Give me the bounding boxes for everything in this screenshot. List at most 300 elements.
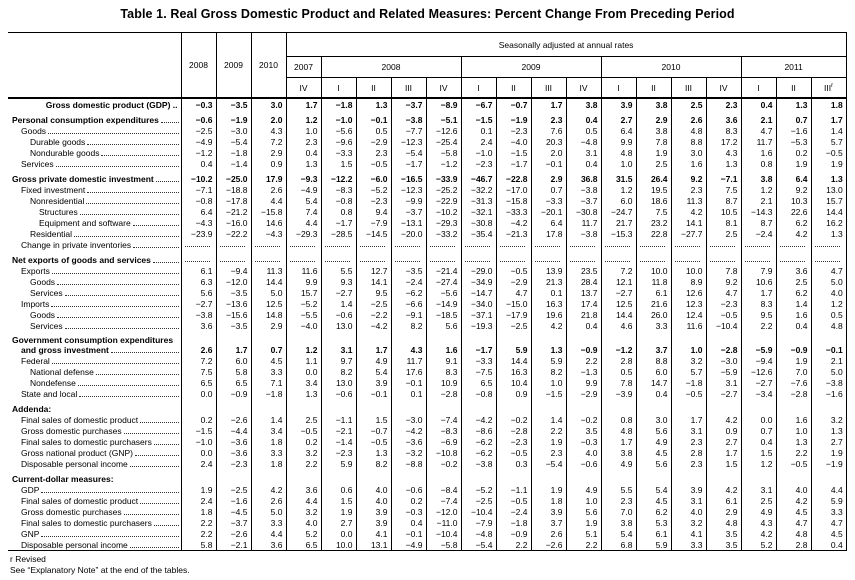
- value-cell: 1.9: [811, 447, 846, 458]
- value-cell: 5.0: [811, 276, 846, 287]
- value-cell: −12.0: [216, 276, 251, 287]
- value-cell: 4.5: [636, 447, 671, 458]
- value-cell: 1.8: [531, 495, 566, 506]
- dotted-placeholder: [640, 245, 665, 247]
- value-cell: 7.5: [706, 184, 741, 195]
- row-label: [8, 255, 181, 265]
- value-cell: −2.7: [741, 377, 776, 388]
- value-cell: −27.7: [671, 228, 706, 239]
- value-cell: 17.8: [531, 228, 566, 239]
- value-cell: [671, 399, 706, 414]
- value-cell: −1.7: [321, 217, 356, 228]
- value-cell: 2.3: [531, 447, 566, 458]
- table-row: [8, 377, 846, 388]
- row-label-text: Durable goods: [30, 137, 86, 147]
- value-cell: −2.5: [461, 495, 496, 506]
- value-cell: [566, 250, 601, 265]
- value-cell: 2.7: [706, 436, 741, 447]
- value-cell: 12.3: [671, 298, 706, 309]
- value-cell: 1.3: [531, 331, 566, 355]
- row-label-text: Imports: [21, 299, 50, 309]
- row-label-cell: [8, 287, 181, 298]
- value-cell: 2.8: [776, 539, 811, 551]
- value-cell: 2.3: [706, 98, 741, 110]
- value-cell: 0.5: [601, 366, 636, 377]
- value-cell: 21.7: [601, 217, 636, 228]
- value-cell: −4.3: [181, 217, 216, 228]
- value-cell: −3.4: [741, 388, 776, 399]
- row-label-text: Services: [30, 288, 63, 298]
- value-cell: 7.1: [251, 377, 286, 388]
- value-cell: −0.5: [286, 425, 321, 436]
- value-cell: −7.1: [706, 169, 741, 184]
- value-cell: 5.4: [286, 195, 321, 206]
- value-cell: 4.5: [251, 355, 286, 366]
- value-cell: −1.7: [391, 158, 426, 169]
- value-cell: −7.9: [356, 217, 391, 228]
- value-cell: [566, 469, 601, 484]
- value-cell: 4.6: [601, 320, 636, 331]
- value-cell: [391, 239, 426, 250]
- value-cell: 6.2: [636, 506, 671, 517]
- value-cell: −12.0: [426, 506, 461, 517]
- dotted-placeholder: [570, 245, 595, 247]
- row-label: [8, 496, 181, 506]
- dotted-placeholder: [570, 260, 595, 262]
- value-cell: 2.3: [531, 110, 566, 125]
- value-cell: 26.4: [636, 169, 671, 184]
- value-cell: −7.5: [461, 366, 496, 377]
- dot-leader: [101, 154, 178, 156]
- value-cell: 2.0: [531, 147, 566, 158]
- dot-leader: [87, 191, 178, 193]
- gdp-table: [8, 32, 847, 551]
- row-label-text: Fixed investment: [21, 185, 86, 195]
- value-cell: 36.8: [566, 169, 601, 184]
- value-cell: −1.5: [181, 425, 216, 436]
- dot-leader: [41, 491, 178, 493]
- value-cell: 6.1: [636, 287, 671, 298]
- value-cell: −0.6: [391, 484, 426, 495]
- value-cell: 2.3: [671, 436, 706, 447]
- value-cell: 4.1: [356, 528, 391, 539]
- value-cell: [671, 250, 706, 265]
- value-cell: 4.0: [286, 517, 321, 528]
- value-cell: 5.6: [426, 320, 461, 331]
- value-cell: 5.4: [636, 484, 671, 495]
- value-cell: −8.6: [461, 425, 496, 436]
- value-cell: −3.5: [216, 320, 251, 331]
- quarter-header: I: [601, 78, 636, 99]
- value-cell: 5.9: [811, 495, 846, 506]
- value-cell: −4.9: [391, 539, 426, 551]
- value-cell: 1.9: [811, 158, 846, 169]
- value-cell: −4.2: [356, 320, 391, 331]
- value-cell: 4.3: [391, 331, 426, 355]
- row-label-text: State and local: [21, 389, 78, 399]
- value-cell: −12.3: [391, 184, 426, 195]
- stub-header: [8, 33, 181, 99]
- row-label: [8, 485, 181, 495]
- row-label-cell: [8, 320, 181, 331]
- value-cell: −0.3: [566, 436, 601, 447]
- value-cell: 6.1: [181, 265, 216, 276]
- value-cell: 7.5: [636, 206, 671, 217]
- dot-leader: [130, 546, 179, 548]
- value-cell: 6.0: [601, 195, 636, 206]
- value-cell: 5.9: [636, 539, 671, 551]
- value-cell: 14.4: [811, 206, 846, 217]
- value-cell: −1.1: [321, 414, 356, 425]
- value-cell: −0.5: [496, 265, 531, 276]
- value-cell: [321, 399, 356, 414]
- value-cell: −2.5: [496, 320, 531, 331]
- value-cell: [811, 399, 846, 414]
- value-cell: −0.5: [671, 388, 706, 399]
- value-cell: 5.2: [741, 539, 776, 551]
- value-cell: 4.2: [706, 484, 741, 495]
- value-cell: 0.0: [181, 447, 216, 458]
- table-row: [8, 125, 846, 136]
- row-label: Government consumption expenditures: [12, 335, 174, 345]
- value-cell: 3.8: [636, 98, 671, 110]
- value-cell: −4.8: [461, 528, 496, 539]
- value-cell: 0.0: [321, 528, 356, 539]
- value-cell: 2.7: [321, 517, 356, 528]
- value-cell: [706, 469, 741, 484]
- value-cell: 2.2: [181, 517, 216, 528]
- value-cell: [671, 239, 706, 250]
- value-cell: −6.0: [356, 169, 391, 184]
- value-cell: 3.2: [671, 355, 706, 366]
- value-cell: −3.0: [706, 355, 741, 366]
- value-cell: 3.0: [636, 414, 671, 425]
- value-cell: 5.8: [181, 539, 216, 551]
- quarter-header: IV: [566, 78, 601, 99]
- value-cell: 6.1: [706, 495, 741, 506]
- value-cell: 14.4: [251, 276, 286, 287]
- value-cell: −7.6: [776, 377, 811, 388]
- value-cell: 0.4: [566, 158, 601, 169]
- row-label-cell: [8, 469, 181, 484]
- dot-leader: [79, 395, 178, 397]
- value-cell: −1.7: [496, 158, 531, 169]
- value-cell: 3.6: [251, 539, 286, 551]
- value-cell: 8.3: [426, 366, 461, 377]
- value-cell: −0.5: [776, 458, 811, 469]
- value-cell: 4.4: [286, 217, 321, 228]
- row-label-cell: [8, 399, 181, 414]
- table-title: Table 1. Real Gross Domestic Product and Related Measures: Percent Change From Preceding Period: [120, 7, 735, 21]
- row-label: [8, 518, 181, 528]
- value-cell: 6.0: [216, 355, 251, 366]
- row-label: [8, 266, 181, 276]
- row-label-cell: [8, 377, 181, 388]
- value-cell: 6.5: [181, 377, 216, 388]
- value-cell: [811, 239, 846, 250]
- value-cell: −17.0: [496, 184, 531, 195]
- value-cell: 4.1: [671, 528, 706, 539]
- value-cell: 12.5: [601, 298, 636, 309]
- row-label: [8, 159, 181, 169]
- value-cell: [461, 239, 496, 250]
- annual-col-header: 2010: [251, 33, 286, 99]
- row-label-cell: [8, 388, 181, 399]
- value-cell: −4.5: [216, 506, 251, 517]
- value-cell: −14.7: [461, 287, 496, 298]
- row-label-text: Final sales of domestic product: [21, 496, 139, 506]
- value-cell: 2.3: [671, 458, 706, 469]
- value-cell: 2.2: [181, 528, 216, 539]
- row-label-cell: [8, 506, 181, 517]
- dot-leader: [80, 213, 179, 215]
- value-cell: −0.7: [356, 425, 391, 436]
- value-cell: 3.9: [356, 377, 391, 388]
- table-row: [8, 469, 846, 484]
- year-group-header: 2009: [461, 57, 601, 78]
- value-cell: −3.8: [811, 377, 846, 388]
- value-cell: −2.3: [496, 436, 531, 447]
- value-cell: −12.2: [321, 169, 356, 184]
- value-cell: [671, 469, 706, 484]
- row-label: [8, 540, 181, 550]
- value-cell: [776, 469, 811, 484]
- table-row: [8, 355, 846, 366]
- value-cell: 4.3: [251, 125, 286, 136]
- row-label-text: Nondefense: [30, 378, 76, 388]
- year-group-header: 2007: [286, 57, 321, 78]
- value-cell: −7.1: [181, 184, 216, 195]
- value-cell: −5.2: [356, 184, 391, 195]
- row-label: [8, 437, 181, 447]
- value-cell: 15.7: [286, 287, 321, 298]
- quarter-header: III: [531, 78, 566, 99]
- value-cell: 9.5: [741, 309, 776, 320]
- value-cell: 4.5: [811, 528, 846, 539]
- value-cell: 1.9: [181, 484, 216, 495]
- value-cell: −2.9: [356, 136, 391, 147]
- value-cell: 22.6: [776, 206, 811, 217]
- value-cell: [601, 239, 636, 250]
- value-cell: 2.2: [741, 320, 776, 331]
- value-cell: 18.6: [636, 195, 671, 206]
- value-cell: 3.4: [286, 377, 321, 388]
- value-cell: −3.3: [461, 355, 496, 366]
- value-cell: 7.0: [776, 366, 811, 377]
- value-cell: −23.9: [181, 228, 216, 239]
- value-cell: −0.1: [356, 388, 391, 399]
- value-cell: 4.7: [811, 517, 846, 528]
- value-cell: 3.6: [286, 484, 321, 495]
- value-cell: −3.2: [391, 447, 426, 458]
- table-row: [8, 388, 846, 399]
- value-cell: 1.2: [741, 184, 776, 195]
- value-cell: −0.6: [321, 388, 356, 399]
- row-label: [8, 100, 181, 110]
- value-cell: [426, 250, 461, 265]
- value-cell: 12.1: [601, 276, 636, 287]
- value-cell: 4.9: [636, 436, 671, 447]
- value-cell: 0.7: [531, 184, 566, 195]
- value-cell: −9.4: [741, 355, 776, 366]
- value-cell: 11.7: [741, 136, 776, 147]
- value-cell: −18.5: [426, 309, 461, 320]
- value-cell: [391, 469, 426, 484]
- value-cell: −0.9: [216, 388, 251, 399]
- value-cell: −21.2: [216, 206, 251, 217]
- value-cell: 0.4: [286, 147, 321, 158]
- value-cell: 2.6: [531, 528, 566, 539]
- value-cell: −12.6: [741, 366, 776, 377]
- quarter-header: II: [776, 78, 811, 99]
- dot-leader: [124, 432, 179, 434]
- value-cell: 1.0: [286, 125, 321, 136]
- quarter-header: I: [461, 78, 496, 99]
- value-cell: 2.6: [181, 331, 216, 355]
- value-cell: −3.0: [216, 125, 251, 136]
- value-cell: 1.0: [601, 158, 636, 169]
- value-cell: 6.0: [636, 366, 671, 377]
- value-cell: [321, 239, 356, 250]
- value-cell: 13.9: [531, 265, 566, 276]
- value-cell: [776, 239, 811, 250]
- value-cell: 1.1: [286, 355, 321, 366]
- value-cell: 5.7: [671, 366, 706, 377]
- value-cell: 1.6: [741, 147, 776, 158]
- value-cell: 9.7: [321, 355, 356, 366]
- value-cell: −2.7: [181, 298, 216, 309]
- value-cell: 10.9: [426, 377, 461, 388]
- value-cell: 2.4: [181, 495, 216, 506]
- row-label-text: Residential: [30, 229, 73, 239]
- table-row: [8, 184, 846, 195]
- value-cell: −1.5: [496, 147, 531, 158]
- value-cell: [531, 399, 566, 414]
- row-label-text: Gross domestic purchases: [21, 426, 122, 436]
- value-cell: 0.4: [181, 158, 216, 169]
- row-label-text: Final sales to domestic purchasers: [21, 518, 152, 528]
- dotted-placeholder: [465, 260, 490, 262]
- value-cell: −0.8: [181, 195, 216, 206]
- table-row: [8, 136, 846, 147]
- value-cell: −25.2: [426, 184, 461, 195]
- value-cell: 0.7: [776, 110, 811, 125]
- value-cell: 6.4: [181, 206, 216, 217]
- value-cell: 9.9: [601, 136, 636, 147]
- value-cell: −3.8: [181, 309, 216, 320]
- value-cell: −2.7: [601, 287, 636, 298]
- value-cell: 1.3: [811, 228, 846, 239]
- value-cell: −1.8: [496, 517, 531, 528]
- table-row: [8, 484, 846, 495]
- value-cell: −25.0: [216, 169, 251, 184]
- value-cell: 1.6: [776, 414, 811, 425]
- value-cell: 0.4: [566, 110, 601, 125]
- value-cell: 1.6: [776, 309, 811, 320]
- value-cell: 2.7: [601, 110, 636, 125]
- quarter-header: III$^r$: [811, 78, 846, 99]
- value-cell: 3.3: [251, 517, 286, 528]
- value-cell: 5.9: [496, 331, 531, 355]
- value-cell: −3.0: [391, 414, 426, 425]
- row-label: [8, 299, 181, 309]
- value-cell: −2.7: [321, 287, 356, 298]
- value-cell: 9.1: [426, 355, 461, 366]
- value-cell: 13.0: [321, 320, 356, 331]
- value-cell: −15.3: [601, 228, 636, 239]
- value-cell: 9.3: [321, 276, 356, 287]
- dot-leader: [57, 283, 178, 285]
- value-cell: 1.2: [286, 331, 321, 355]
- value-cell: −0.2: [496, 414, 531, 425]
- quarter-header: II: [496, 78, 531, 99]
- value-cell: 3.1: [566, 147, 601, 158]
- row-label-cell: [8, 158, 181, 169]
- value-cell: [601, 250, 636, 265]
- value-cell: −4.3: [251, 228, 286, 239]
- value-cell: 0.4: [741, 98, 776, 110]
- dot-leader: [74, 235, 178, 237]
- value-cell: 17.9: [251, 169, 286, 184]
- value-cell: 8.8: [671, 136, 706, 147]
- value-cell: −5.6: [321, 125, 356, 136]
- dot-leader: [140, 421, 178, 423]
- value-cell: −2.8: [426, 388, 461, 399]
- value-cell: 5.8: [216, 366, 251, 377]
- value-cell: 3.2: [671, 517, 706, 528]
- value-cell: −20.0: [391, 228, 426, 239]
- value-cell: 9.2: [706, 276, 741, 287]
- value-cell: 4.2: [776, 495, 811, 506]
- table-row: [8, 517, 846, 528]
- value-cell: 3.1: [671, 425, 706, 436]
- value-cell: 5.6: [636, 425, 671, 436]
- value-cell: −0.2: [426, 458, 461, 469]
- value-cell: 1.4: [776, 298, 811, 309]
- value-cell: −10.2: [426, 206, 461, 217]
- value-cell: 4.3: [741, 517, 776, 528]
- value-cell: 10.0: [321, 539, 356, 551]
- row-label-text: Disposable personal income: [21, 540, 128, 550]
- value-cell: −17.8: [216, 195, 251, 206]
- value-cell: 11.8: [636, 276, 671, 287]
- value-cell: 4.7: [496, 287, 531, 298]
- value-cell: 9.9: [566, 377, 601, 388]
- value-cell: 6.5: [286, 539, 321, 551]
- dotted-placeholder: [710, 260, 735, 262]
- value-cell: −3.7: [216, 517, 251, 528]
- dotted-placeholder: [290, 260, 315, 262]
- value-cell: −0.2: [566, 414, 601, 425]
- value-cell: [741, 250, 776, 265]
- value-cell: −7.9: [461, 517, 496, 528]
- value-cell: 6.4: [531, 217, 566, 228]
- value-cell: −4.0: [496, 136, 531, 147]
- value-cell: 17.4: [566, 298, 601, 309]
- value-cell: 4.7: [811, 265, 846, 276]
- row-label: [8, 115, 181, 125]
- value-cell: [251, 250, 286, 265]
- value-cell: 4.2: [251, 484, 286, 495]
- value-cell: 3.5: [706, 539, 741, 551]
- value-cell: 8.3: [706, 125, 741, 136]
- value-cell: −33.3: [496, 206, 531, 217]
- value-cell: 2.8: [601, 355, 636, 366]
- value-cell: 0.2: [181, 414, 216, 425]
- value-cell: −1.9: [496, 110, 531, 125]
- value-cell: −1.9: [216, 110, 251, 125]
- value-cell: −10.8: [426, 447, 461, 458]
